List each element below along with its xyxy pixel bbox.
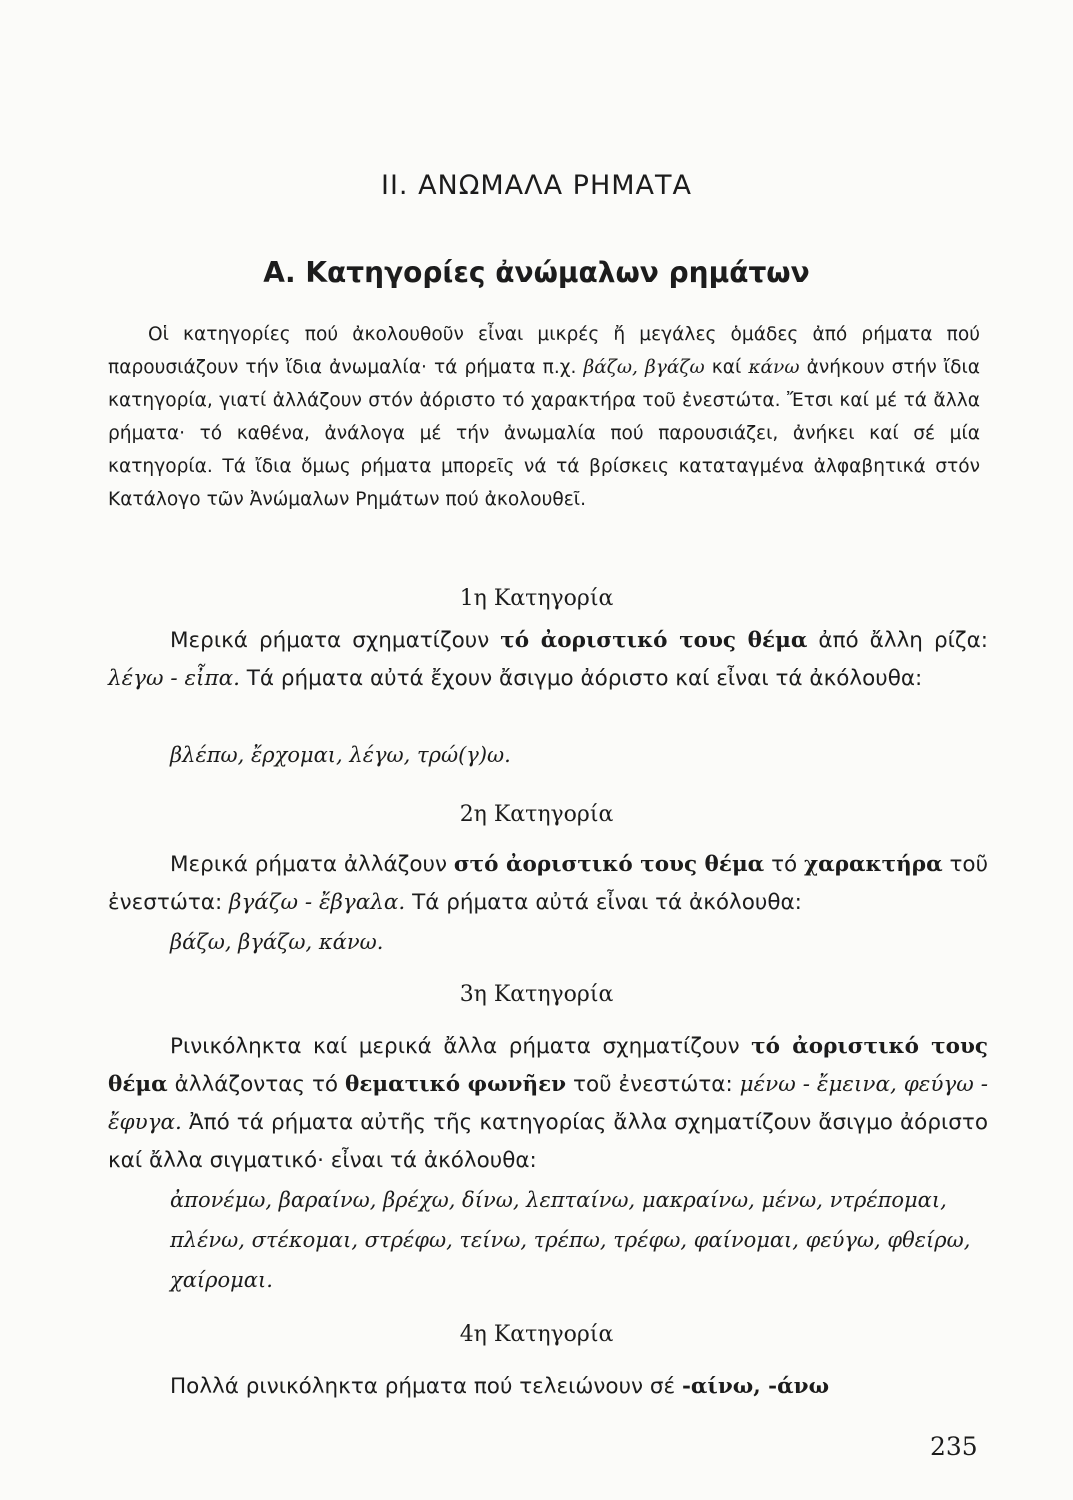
category-1-verb-list: βλέπω, ἔρχομαι, λέγω, τρώ(γ)ω. xyxy=(170,743,511,767)
cat1-text-3: Τά ρήματα αὐτά ἔχουν ἄσιγμο ἀόριστο καί εἶναι τά ἀκόλουθα: xyxy=(239,666,923,691)
category-2-heading: 2η Κατηγορία xyxy=(459,802,614,827)
cat2-bold-2: χαρακτήρα xyxy=(804,852,943,877)
category-3-verb-list: ἀπονέμω, βαραίνω, βρέχω, δίνω, λεπταίνω, μακραίνω, μένω, ντρέπομαι, πλένω, στέκομαι, στρέφω, τείνω, τρέπω, τρέφω, φαίνομαι, φεύγω, φθείρω, χαίρομαι. xyxy=(170,1188,971,1292)
cat3-bold-1: τό ἀοριστικό τους θέμα xyxy=(108,1034,988,1097)
category-1-paragraph xyxy=(108,622,988,698)
category-4-paragraph xyxy=(108,1368,988,1406)
intro-text-3: ἀνήκουν στήν ἴδια κατηγορία, γιατί ἀλλάζουν στόν ἀόριστο τό χαρακτήρα τοῦ ἐνεστώτα. Ἔτσι καί μέ τά ἄλλα ρήματα· τό καθένα, ἀνάλογα μέ τήν ἀνωμαλία πού παρουσιάζει, ἀνήκει καί σέ μία κατηγορία. Τά ἴδια ὅμως ρήματα μπορεῖς νά τά βρίσκεις καταταγμένα ἀλφαβητικά στόν Κατάλογο τῶν Ἀνώμαλων Ρημάτων πού ἀκολουθεῖ. xyxy=(108,357,980,510)
cat2-text-4: Τά ρήματα αὐτά εἶναι τά ἀκόλουθα: xyxy=(405,890,802,915)
category-3-paragraph xyxy=(108,1028,988,1180)
cat3-italic-1: μένω - ἔμεινα, φεύγω - ἔφυγα. xyxy=(108,1072,989,1135)
cat1-text-1: Μερικά ρήματα σχηματίζουν xyxy=(170,628,501,653)
cat2-bold-1: στό ἀοριστικό τους θέμα xyxy=(453,852,765,877)
intro-italic-2: κάνω xyxy=(748,357,800,378)
category-3-heading: 3η Κατηγορία xyxy=(459,982,614,1007)
cat3-bold-2: θεματικό φωνῆεν xyxy=(345,1072,567,1097)
page-number: 235 xyxy=(930,1432,978,1461)
section-title: Α. Κατηγορίες ἀνώμαλων ρημάτων xyxy=(263,256,810,289)
category-2-paragraph xyxy=(108,846,988,922)
cat3-text-3: τοῦ ἐνεστώτα: xyxy=(566,1072,740,1097)
intro-paragraph xyxy=(108,318,980,516)
cat4-text-1: Πολλά ρινικόληκτα ρήματα πού τελειώνουν σέ xyxy=(170,1374,682,1399)
cat3-text-4: Ἀπό τά ρήματα αὐτῆς τῆς κατηγορίας ἄλλα σχηματίζουν ἄσιγμο ἀόριστο καί ἄλλα σιγματικό· εἶναι τά ἀκόλουθα: xyxy=(108,1110,988,1173)
category-2-verb-list: βάζω, βγάζω, κάνω. xyxy=(170,930,384,954)
cat1-italic-1: λέγω - εἶπα. xyxy=(108,666,240,691)
intro-text-2: καί xyxy=(704,357,749,378)
cat3-text-1: Ρινικόληκτα καί μερικά ἄλλα ρήματα σχηματίζουν xyxy=(170,1034,752,1059)
cat2-italic-1: βγάζω - ἔβγαλα. xyxy=(229,890,406,915)
cat4-bold-1: -αίνω, -άνω xyxy=(681,1374,830,1399)
cat1-bold-1: τό ἀοριστικό τους θέμα xyxy=(500,628,808,653)
cat2-text-2: τό xyxy=(764,852,805,877)
category-1-heading: 1η Κατηγορία xyxy=(459,586,614,611)
intro-text-1: Οἱ κατηγορίες πού ἀκολουθοῦν εἶναι μικρές ἤ μεγάλες ὁμάδες ἀπό ρήματα πού παρουσιάζουν τήν ἴδια ἀνωμαλία· τά ρήματα π.χ. xyxy=(108,324,980,378)
cat1-text-2: ἀπό ἄλλη ρίζα: xyxy=(807,628,988,653)
cat2-text-3: τοῦ ἐνεστώτα: xyxy=(108,852,989,915)
intro-italic-1: βάζω, βγάζω xyxy=(583,357,705,378)
chapter-title: II. ΑΝΩΜΑΛΑ ΡΗΜΑΤΑ xyxy=(381,170,692,201)
category-4-heading: 4η Κατηγορία xyxy=(459,1322,614,1347)
cat3-text-2: ἀλλάζοντας τό xyxy=(167,1072,346,1097)
cat2-text-1: Μερικά ρήματα ἀλλάζουν xyxy=(170,852,454,877)
